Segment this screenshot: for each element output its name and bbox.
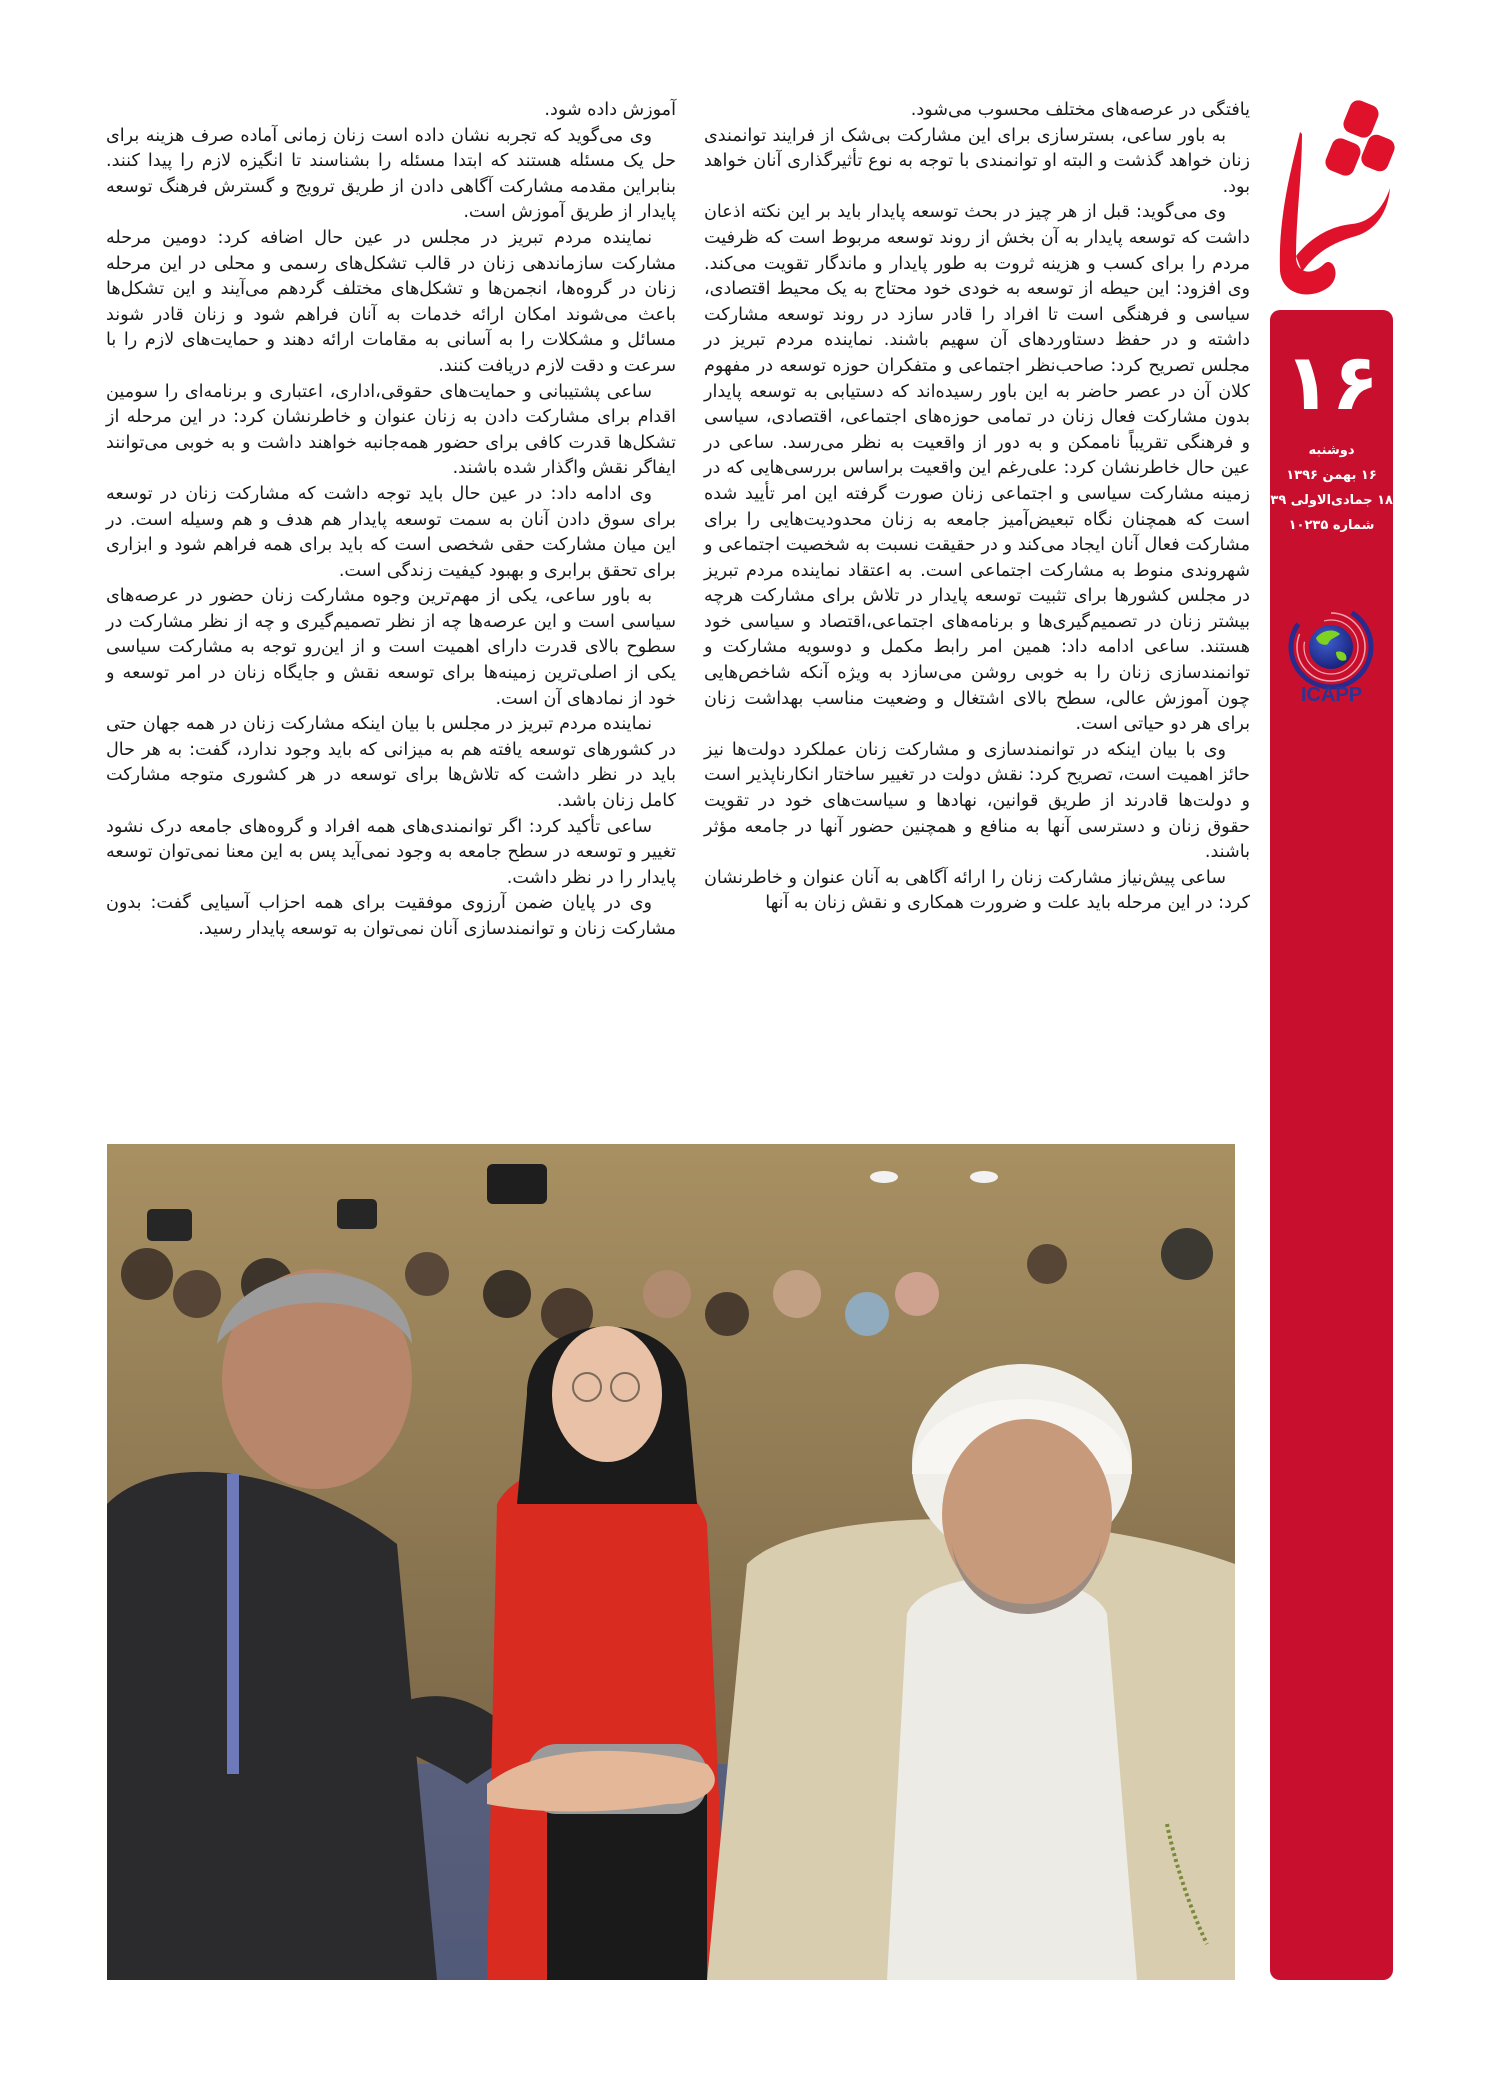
handshake-photo-illustration bbox=[107, 1144, 1235, 1980]
date-solar: ۱۶ بهمن ۱۳۹۶ bbox=[1286, 468, 1377, 483]
article-paragraph: نماینده مردم تبریز در مجلس با بیان اینکه مشارکت زنان در همه جهان حتی در کشورهای توسعه یافته هم به میزانی که باید وجود ندارد، گفت: به هر حال باید در نظر داشت که تلاش‌ها برای توسعه در هر کشوری متوجه مشارکت کامل زنان باشد. bbox=[106, 714, 676, 812]
date-lunar: ۱۸ جمادی‌الاولی ۱۴۳۹ bbox=[1254, 493, 1393, 508]
weekday: دوشنبه bbox=[1308, 443, 1355, 458]
logo-calligraphy-icon bbox=[1272, 96, 1396, 306]
article-paragraph: ساعی تأکید کرد: اگر توانمندی‌های همه افراد و گروه‌های جامعه درک نشود تغییر و توسعه در سطح جامعه به وجود نمی‌آید پس به این معنا نمی‌توان توسعه پایدار را در نظر داشت. bbox=[106, 816, 676, 888]
article-paragraph: به باور ساعی، بسترسازی برای این مشارکت بی‌شک از فرایند توانمندی زنان خواهد گذشت و البته او توانمندی با توجه به نوع تأثیرگذاری آنان خواهد بود. bbox=[704, 125, 1250, 197]
icapp-logo bbox=[1270, 572, 1393, 732]
article-paragraph: ساعی پیش‌نیاز مشارکت زنان را ارائه آگاهی به آنان عنوان و خاطرنشان کرد: در این مرحله باید علت و ضرورت همکاری و نقش زنان به آنها bbox=[704, 867, 1250, 914]
article-paragraph: یافتگی در عرصه‌های مختلف محسوب می‌شود. bbox=[910, 100, 1250, 120]
issue-number: شماره ۱۰۲۳۵ bbox=[1288, 518, 1375, 533]
page-number: ۱۶ bbox=[1283, 338, 1380, 428]
article-column-right bbox=[704, 98, 1250, 917]
article-paragraph: وی می‌گوید: قبل از هر چیز در بحث توسعه پایدار باید بر این نکته اذعان داشت که توسعه پایدار به آن بخش از روند توسعه مربوط است که ظرفیت مردم را برای کسب و هزینه ثروت به طور پایدار و ماندگار تقویت می‌کند. وی افزود: این حیطه از توسعه به خودی خود محتاج به یک محیط اقتصادی، سیاسی و فرهنگی است تا افراد را قادر سازد در روند توسعه مشارکت داشته و در حفظ دستاوردهای آن سهیم باشند. نماینده مردم تبریز در مجلس تصریح کرد: صاحب‌نظر اجتماعی و متفکران حوزه توسعه در مفهوم کلان آن در عصر حاضر به این باور رسیده‌اند که دستیابی به توسعه پایدار بدون مشارکت فعال زنان در تمامی حوزه‌های اجتماعی، اقتصادی، سیاسی و فرهنگی تقریباً ناممکن و به دور از واقعیت به نظر می‌رسد. ساعی در عین حال خاطرنشان کرد: علی‌رغم این واقعیت براساس بررسی‌هایی که در زمینه مشارکت سیاسی و اجتماعی زنان صورت گرفته این امر تأیید شده است که همچنان نگاه تبعیض‌آمیز جامعه به زنان محدودیت‌هایی را برای مشارکت فعال آنان ایجاد می‌کند و در حقیقت نسبت به شخصیت اجتماعی و شهروندی منوط به مشارکت اجتماعی است. به اعتقاد نماینده مردم تبریز در مجلس کشورها برای تثبیت توسعه پایدار در تلاش برای مشارکت هرچه بیشتر زنان در تصمیم‌گیری‌ها و برنامه‌های اجتماعی،اقتصاد و سیاسی خود هستند. ساعی ادامه داد: همین امر رابط مکمل و دوسویه مشارکت و توانمندسازی زنان را به خوبی روشن می‌سازد به ویژه آنکه شاخص‌هایی چون آموزش عالی، سطح بالای اشتغال و وضعیت مناسب بهداشت زنان برای هر دو حیاتی است. bbox=[704, 202, 1250, 735]
article-paragraph: وی می‌گوید که تجربه نشان داده است زنان زمانی آماده صرف هزینه برای حل یک مسئله هستند که ابتدا مسئله را بشناسند تا انگیزه لازم را پیدا کنند. بنابراین مقدمه مشارکت آگاهی دادن از طریق ترویج و گسترش فرهنگ توسعه پایدار از طریق آموزش است. bbox=[106, 125, 676, 223]
article-paragraph: به باور ساعی، یکی از مهم‌ترین وجوه مشارکت زنان حضور در عرصه‌های سیاسی است و این عرصه‌ها چه از نظر تصمیم‌گیری و چه از نظر مشارکت در سطوح بالای قدرت دارای اهمیت است و از این‌رو توجه به مشارکت سیاسی یکی از اصلی‌ترین زمینه‌ها برای توسعه نقش و جایگاه زنان در امر توسعه و خود از نمادهای آن است. bbox=[106, 586, 676, 709]
article-paragraph: وی با بیان اینکه در توانمندسازی و مشارکت زنان عملکرد دولت‌ها نیز حائز اهمیت است، تصریح کرد: نقش دولت در تغییر ساختار انکارناپذیر است و دولت‌ها قادرند از طریق قوانین، نهادها و سیاست‌های خود در تقویت حقوق زنان و دسترسی آنها به منافع و همچنین حضور آنها در جامعه مؤثر باشند. bbox=[704, 739, 1250, 863]
globe-icon bbox=[1286, 602, 1376, 692]
article-paragraph: ساعی پشتیبانی و حمایت‌های حقوقی،اداری، اعتباری و برنامه‌ای را سومین اقدام برای مشارکت دادن به زنان عنوان و خاطرنشان کرد: در این مرحله از تشکل‌ها قدرت کافی برای حضور همه‌جانبه خواهند داشت و به خوبی می‌توانند ایفاگر نقش واگذار شده باشند. bbox=[106, 381, 676, 479]
masthead-logo[interactable] bbox=[1272, 96, 1396, 306]
article-paragraph: نماینده مردم تبریز در مجلس در عین حال اضافه کرد: دومین مرحله مشارکت سازماندهی زنان در قالب تشکل‌های رسمی و محلی در این مرحله زنان در گروه‌ها، انجمن‌ها و تشکل‌های مختلف گردهم می‌آیند و این تشکل‌ها باعث می‌شوند امکان ارائه خدمات به آنان فراهم شود و زنان قادر شوند مسائل و مشکلات را به آسانی به مقامات ارائه دهند و حمایت‌های لازم را با سرعت و دقت لازم دریافت کنند. bbox=[106, 227, 676, 376]
issue-sidebar bbox=[1254, 310, 1393, 1980]
article-column-left bbox=[106, 98, 676, 943]
article-paragraph: وی ادامه داد: در عین حال باید توجه داشت که مشارکت زنان در توسعه برای سوق دادن آنان به سمت توسعه پایدار هم هدف و هم وسیله است. در این میان مشارکت حقی شخصی است که باید برای همه فراهم شود و ابزاری برای تحقق برابری و بهبود کیفیت زندگی است. bbox=[106, 483, 676, 581]
article-paragraph: وی در پایان ضمن آرزوی موفقیت برای همه احزاب آسیایی گفت: بدون مشارکت زنان و توانمندسازی آنان نمی‌توان به توسعه پایدار رسید. bbox=[106, 893, 676, 939]
icapp-label: ICAPP bbox=[1300, 684, 1363, 706]
article-photo bbox=[107, 1144, 1235, 1980]
article-paragraph: آموزش داده شود. bbox=[544, 100, 676, 120]
date-block bbox=[1254, 438, 1393, 538]
